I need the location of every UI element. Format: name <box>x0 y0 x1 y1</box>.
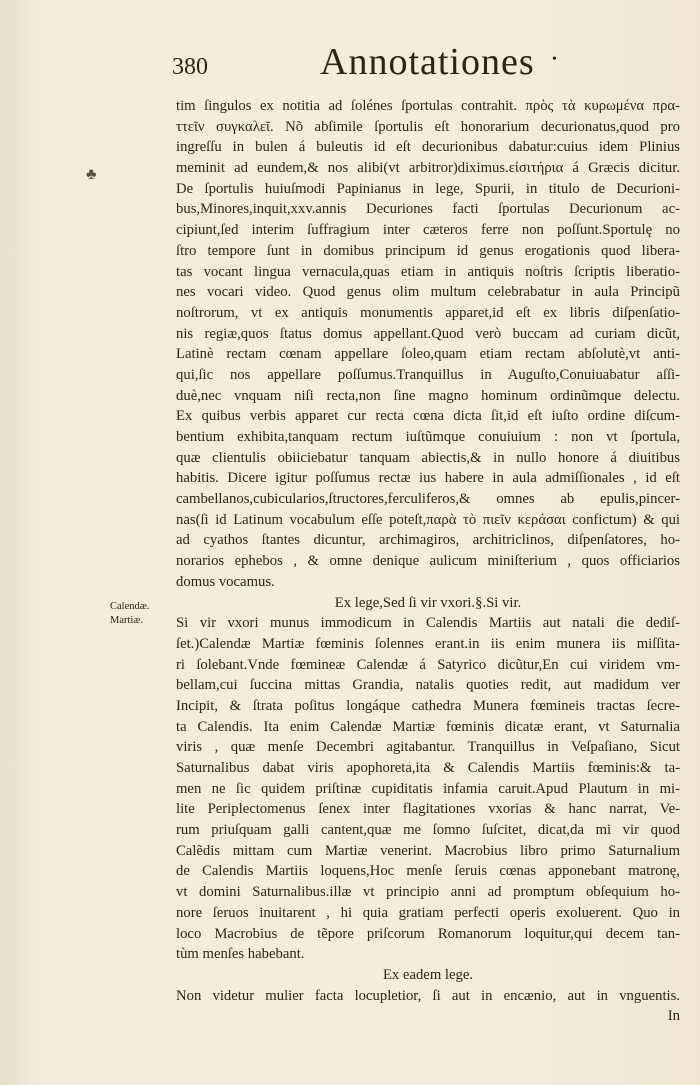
text-line: bus,Minores,inquit,xxv.annis Decuriones facti ſportulas Decurionum ac- <box>176 201 680 218</box>
text-line: norarios ephebos , & omne denique aulicum miniſterium , quos officiarios <box>176 553 680 570</box>
page-header <box>0 40 700 90</box>
text-line: cambellanos,cubicularios,ſtructores,ferculiferos,& omnes ab epulis,pincer- <box>176 491 680 508</box>
text-line: Latinè rectam cœnam appellare ſoleo,quam etiam rectam abſolutè,vt anti- <box>176 346 680 363</box>
text-line: ingreſſu in bulen á buleutis id eſt decurionibus dabatur:cuius idem Plinius <box>176 139 680 156</box>
text-line: Saturnalibus dabat viris apophoreta,ita & Calendis Martiis fœminis:& ta- <box>176 760 680 776</box>
text-line: quæ clientulis obiiciebatur tanquam abiectis,& in nullo honore á diuitibus <box>176 449 680 466</box>
section-heading: Ex eadem lege. <box>382 966 474 983</box>
text-line: duè,nec vnquam niſi recta,non ſine magno hominum ordinũmque delectu. <box>176 387 680 404</box>
text-line: nes vocari video. Quod genus olim multum celebrabatur in aula Principũ <box>176 284 680 301</box>
text-line: nore ſeruos inuitarent , hi quia gratiam perfecti operis exoluerent. Quo in <box>176 904 680 921</box>
text-line: qui,ſic nos appellare poſſumus.Tranquillus in Auguſto,Conuiuabatur aſſi- <box>176 366 680 383</box>
text-line: Ex quibus verbis apparet cur recta cœna dicta ſit,id eſt iuſto ordine diſcum- <box>176 408 680 425</box>
text-line: ta Calendis. Ita enim Calendæ Martiæ fœminis dicatæ erant, vt Saturnalia <box>176 718 680 735</box>
text-line: habitis. Dicere igitur poſſumus rectæ ius habere in aula admiſſionales , id eſt <box>176 470 680 487</box>
text-line: ττεῖν συγκαλεῖ. Nõ abſimile ſportulis eſt honorarium decurionatus,quod pro <box>176 118 680 135</box>
text-line: viris , quæ menſe Decembri agitabantur. Tranquillus in Veſpaſiano, Sicut <box>176 739 680 756</box>
text-line: men ne ſic quidem priſtinæ cupiditatis infamia caruit.Apud Plautum in mi- <box>176 780 680 797</box>
catchword: In <box>667 1008 680 1025</box>
text-line: bellam,cui ſuccina mittas Grandia, natalis quoties redit, aut madidum ver <box>176 677 680 694</box>
text-line: tas vocant lingua vernacula,quas etiam in antiquis noſtris ſcriptis liberatio- <box>176 263 680 280</box>
text-line: nis regiæ,quos ſtatus domus appellant.Quod verò buccam ad curiam dicũt, <box>176 325 680 342</box>
text-line: ri ſolebant.Vnde fœmineæ Calendæ á Satyrico dicũtur,En cui viridem vm- <box>176 656 680 673</box>
text-line: rum priuſquam galli cantent,quæ me ſomno ſuſcitet, dicat,da mi vir quod <box>176 822 680 839</box>
text-line: bentium exhibita,tanquam rectum iuſtũmque conuiuium : non vt ſportula, <box>176 429 680 445</box>
margin-note-line: Calendæ. <box>110 601 150 612</box>
text-line: tùm menſes habebant. <box>176 946 305 963</box>
text-line: Si vir vxori munus immodicum in Calendis Martiis aut natali die dediſ- <box>176 615 680 632</box>
text-line: ſtro tempore ſunt in domibus principum id genus erogationis quod libera- <box>176 242 680 259</box>
text-line: De ſportulis huiuſmodi Papinianus in lege, Spurii, in titulo de Decurioni- <box>176 180 680 197</box>
text-line: ad cyathos ſtantes dicuntur, archimagiros, architriclinos, diſpenſatores, ho- <box>176 532 680 549</box>
text-line: cipiunt,ſed interim ſuffragium inter cæteros ferre non poſſunt.Sportulę no <box>176 222 680 239</box>
text-line: lite Periplectomenus ſenex inter flagitationes vxorias & hanc narrat, Ve- <box>176 801 680 818</box>
text-line: Non videtur mulier facta locupletior, ſi aut in encænio, aut in vnguentis. <box>176 987 680 1004</box>
text-line: nas(ſi id Latinum vocabulum eſſe poteſt,παρὰ τὸ πιεῖν κεράσαι confictum) & qui <box>176 511 680 528</box>
text-line: loco Macrobius de tẽpore priſcorum Romanorum loquitur,qui decem tan- <box>176 925 680 942</box>
text-line: Calẽdis mittam cum Martiæ venerint. Macrobius libro primo Saturnalium <box>176 842 680 859</box>
text-line: ſet.)Calendæ Martiæ fœminis ſolennes erant.in iis enim munera iis miſſita- <box>176 635 680 652</box>
text-line: domus vocamus. <box>176 573 275 590</box>
text-line: Incipit, & ſtrata poſitus longáque cathedra Munera fœmineis tractas ſecre- <box>176 697 680 714</box>
running-title: Annotationes <box>320 41 535 83</box>
body-text <box>176 96 680 1027</box>
text-line: meminit ad eundem,& nos alibi(vt arbitror)diximus.εἰσιτήρια á Græcis dicitur. <box>176 160 680 177</box>
margin-note <box>110 600 170 628</box>
text-line: de Calendis Martiis loquens,Hoc menſe ſeruis cœnas apponebant matronę, <box>176 863 680 880</box>
margin-note-line: Martiæ. <box>110 615 143 626</box>
margin-ornament-icon: ♣ <box>86 166 97 183</box>
text-line: tim ſingulos ex notitia ad ſolénes ſportulas contrahit. πρὸς τὰ κυρωμένα πρα- <box>176 98 680 114</box>
header-ornament: • <box>552 52 557 67</box>
section-heading: Ex lege,Sed ſi vir vxori.§.Si vir. <box>334 594 522 611</box>
text-line: noſtrorum, vt ex antiquis monumentis apparet,id eſt ex libris diſpenſatio- <box>176 304 680 321</box>
text-line: vt domini Saturnalibus.illæ vt principio anni ad promptum obſequium ho- <box>176 884 680 901</box>
page-number: 380 <box>172 54 208 80</box>
